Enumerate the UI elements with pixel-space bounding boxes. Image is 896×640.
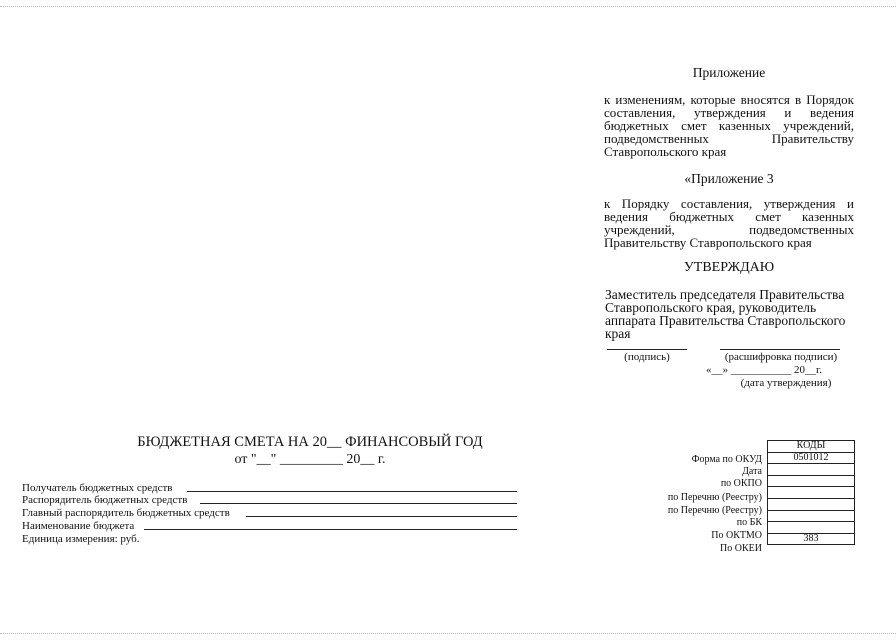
field-budget-name <box>22 520 134 532</box>
code-label-okpo: по ОКПО <box>720 478 762 489</box>
approve-title: УТВЕРЖДАЮ <box>683 260 775 275</box>
field-unit <box>22 533 140 545</box>
codes-table <box>767 440 855 545</box>
field-chief-manager <box>22 507 230 519</box>
field-manager-label: Распорядитель бюджетных средств <box>22 494 188 506</box>
code-value-okud: 0501012 <box>768 452 855 464</box>
code-value-okei: 383 <box>768 533 855 545</box>
field-budget-name-line <box>144 529 517 530</box>
codes-header: КОДЫ <box>768 441 855 453</box>
field-manager-line <box>200 503 517 504</box>
field-chief-manager-label: Главный распорядитель бюджетных средств <box>22 507 230 519</box>
code-label-okud: Форма по ОКУД <box>691 454 762 465</box>
code-label-registry-1: по Перечню (Реестру) <box>667 492 762 503</box>
page-title: БЮДЖЕТНАЯ СМЕТА НА 20__ ФИНАНСОВЫЙ ГОД <box>137 434 483 450</box>
appendix3-text: к Порядку составления, утверждения и ведения бюджетных смет казенных учреждений, подведомственных Правительству Ставропольского края <box>604 196 854 250</box>
code-label-date: Дата <box>742 466 762 477</box>
appendix3-title: «Приложение 3 <box>684 171 774 186</box>
field-chief-manager-line <box>246 516 517 517</box>
code-value-registry-2 <box>768 498 855 510</box>
field-unit-label: Единица измерения: руб. <box>22 533 140 545</box>
decode-line <box>720 349 840 350</box>
page-title-date: от "__" _________ 20__ г. <box>234 452 386 467</box>
decode-caption: (расшифровка подписи) <box>724 351 838 363</box>
signature-caption: (подпись) <box>624 351 670 363</box>
approve-date-line: «__» ___________ 20__г. <box>706 364 823 376</box>
code-value-date <box>768 464 855 476</box>
field-budget-name-label: Наименование бюджета <box>22 520 135 532</box>
code-label-bk: по БК <box>736 517 762 528</box>
appendix-text: к изменениям, которые вносятся в Порядок составления, утверждения и ведения бюджетных смет казенных учреждений, подведомственных Правительству Ставропольского края <box>604 92 854 159</box>
code-value-oktmo <box>768 522 855 534</box>
code-value-bk <box>768 510 855 522</box>
appendix-title: Приложение <box>692 65 766 80</box>
code-label-oktmo: По ОКТМО <box>711 530 762 541</box>
scan-edge-top <box>0 6 896 7</box>
signature-line <box>607 349 687 350</box>
field-recipient <box>22 482 173 494</box>
field-recipient-line <box>187 491 517 492</box>
approve-date-caption: (дата утверждения) <box>740 377 832 389</box>
field-recipient-label: Получатель бюджетных средств <box>22 482 173 494</box>
code-label-registry-2: по Перечню (Реестру) <box>667 505 762 516</box>
code-value-okpo <box>768 475 855 487</box>
scan-edge-bottom <box>0 633 896 634</box>
approve-position: Заместитель председателя Правительства Ставропольского края, руководитель аппарата Правительства Ставропольского края <box>605 287 846 341</box>
code-value-registry-1 <box>768 487 855 499</box>
field-manager <box>22 494 187 506</box>
code-label-okei: По ОКЕИ <box>720 543 762 554</box>
